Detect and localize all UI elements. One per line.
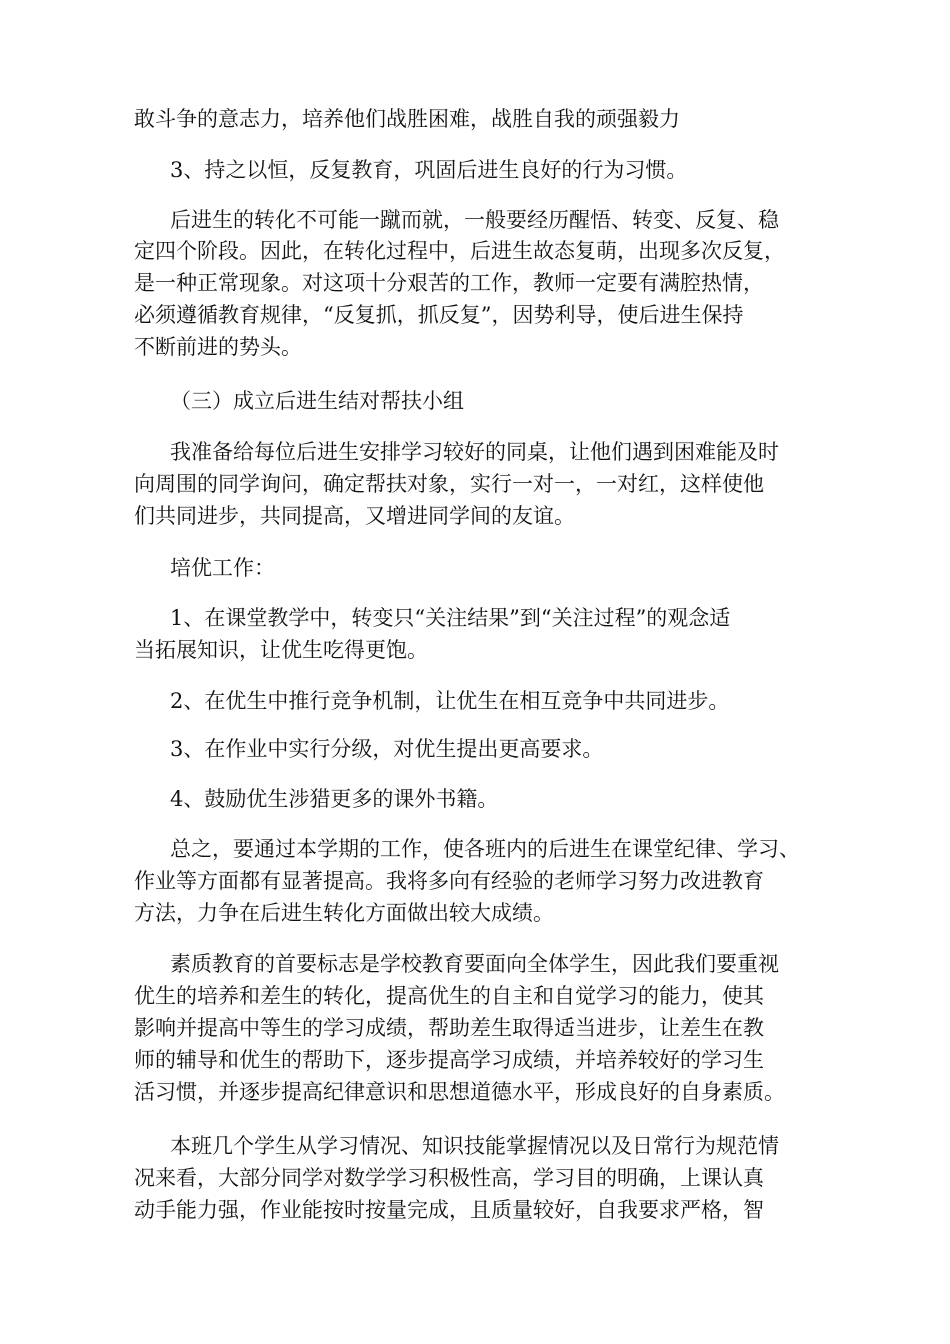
text-line: 们共同进步，共同提高，又增进同学间的友谊。: [134, 504, 575, 528]
text-line: 定四个阶段。因此，在转化过程中，后进生故态复萌，出现多次反复，: [134, 239, 785, 263]
text-line: 方法，力争在后进生转化方面做出较大成绩。: [134, 901, 554, 925]
text-line: 敢斗争的意志力，培养他们战胜困难，战胜自我的顽强毅力: [134, 107, 680, 131]
text-line: 后进生的转化不可能一蹴而就，一般要经历醒悟、转变、反复、稳: [170, 208, 779, 232]
text-line: 当拓展知识，让优生吃得更饱。: [134, 638, 428, 662]
text-line: 活习惯，并逐步提高纪律意识和思想道德水平，形成良好的自身素质。: [134, 1080, 785, 1104]
text-line: 4、鼓励优生涉猎更多的课外书籍。: [170, 787, 499, 811]
text-line: 师的辅导和优生的帮助下，逐步提高学习成绩，并培养较好的学习生: [134, 1048, 764, 1072]
text-line: 是一种正常现象。对这项十分艰苦的工作，教师一定要有满腔热情，: [134, 271, 764, 295]
text-line: 况来看，大部分同学对数学学习积极性高，学习目的明确，上课认真: [134, 1166, 764, 1190]
text-line: 1、在课堂教学中，转变只“关注结果”到“关注过程”的观念适: [170, 606, 731, 630]
text-line: 向周围的同学询问，确定帮扶对象，实行一对一，一对红，这样使他: [134, 472, 764, 496]
text-line: 必须遵循教育规律，“反复抓，抓反复”，因势利导，使后进生保持: [134, 303, 744, 327]
text-line: 我准备给每位后进生安排学习较好的同桌，让他们遇到困难能及时: [170, 440, 779, 464]
text-line: 2、在优生中推行竞争机制，让优生在相互竞争中共同进步。: [170, 689, 730, 713]
text-line: 3、在作业中实行分级，对优生提出更高要求。: [170, 737, 604, 761]
text-line: 本班几个学生从学习情况、知识技能掌握情况以及日常行为规范情: [170, 1134, 779, 1158]
text-line: 素质教育的首要标志是学校教育要面向全体学生，因此我们要重视: [170, 952, 779, 976]
text-line: 不断前进的势头。: [134, 335, 302, 359]
text-line: 作业等方面都有显著提高。我将多向有经验的老师学习努力改进教育: [134, 869, 764, 893]
text-line: 动手能力强，作业能按时按量完成，且质量较好，自我要求严格，智: [134, 1198, 764, 1222]
text-line: 影响并提高中等生的学习成绩，帮助差生取得适当进步，让差生在教: [134, 1016, 764, 1040]
text-line: 3、持之以恒，反复教育，巩固后进生良好的行为习惯。: [170, 158, 688, 182]
section-heading: （三）成立后进生结对帮扶小组: [170, 389, 464, 413]
text-line: 培优工作：: [170, 556, 275, 580]
text-line: 总之，要通过本学期的工作，使各班内的后进生在课堂纪律、学习、: [170, 837, 800, 861]
text-line: 优生的培养和差生的转化，提高优生的自主和自觉学习的能力，使其: [134, 984, 764, 1008]
